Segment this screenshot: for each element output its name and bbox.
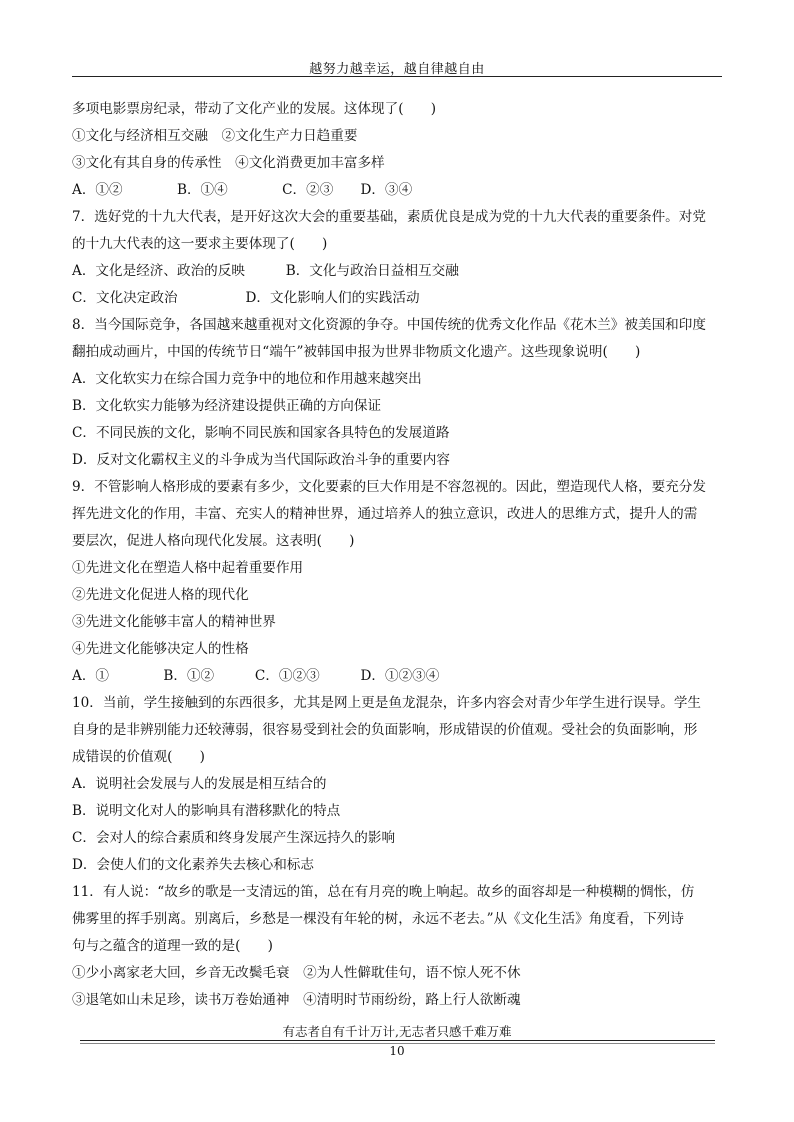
- text-line: 自身的是非辨别能力还较薄弱，很容易受到社会的负面影响，形成错误的价值观。受社会的负面影响，形: [72, 722, 698, 738]
- text-line: 9．不管影响人格形成的要素有多少，文化要素的巨大作用是不容忽视的。因此，塑造现代人格，要充分发: [72, 479, 706, 495]
- text-line: ①先进文化在塑造人格中起着重要作用: [72, 560, 304, 576]
- text-line: 的十九大代表的这一要求主要体现了( ): [72, 236, 328, 252]
- footer-motto: 有志者自有千计万计,无志者只感千难万难: [282, 1024, 512, 1039]
- text-line: 8．当今国际竞争，各国越来越重视对文化资源的争夺。中国传统的优秀文化作品《花木兰》被美国和印度: [72, 317, 706, 333]
- text-line: A．① B．①② C．①②③ D．①②③④: [72, 668, 440, 684]
- text-line: A．文化软实力在综合国力竞争中的地位和作用越来越突出: [72, 371, 422, 387]
- text-line: 成错误的价值观( ): [72, 749, 205, 765]
- footer-divider: [80, 1040, 715, 1041]
- text-line: ④先进文化能够决定人的性格: [72, 641, 249, 657]
- header-motto: 越努力越幸运，越自律越自由: [309, 62, 485, 77]
- text-line: 多项电影票房纪录，带动了文化产业的发展。这体现了( ): [72, 101, 437, 117]
- text-line: ③先进文化能够丰富人的精神世界: [72, 614, 276, 630]
- question-content: [72, 96, 722, 1014]
- text-line: ①少小离家老大回，乡音无改鬓毛衰 ②为人性僻耽佳句，语不惊人死不休: [72, 965, 521, 981]
- text-line: 10．当前，学生接触到的东西很多，尤其是网上更是鱼龙混杂，许多内容会对青少年学生进行误导。学生: [72, 695, 702, 711]
- text-line: C．不同民族的文化，影响不同民族和国家各具特色的发展道路: [72, 425, 450, 441]
- text-line: C．文化决定政治 D．文化影响人们的实践活动: [72, 290, 420, 306]
- header-divider: [72, 76, 722, 77]
- text-line: B．文化软实力能够为经济建设提供正确的方向保证: [72, 398, 382, 414]
- text-line: 翻拍成动画片，中国的传统节日“端午”被韩国申报为世界非物质文化遗产。这些现象说明( ): [72, 344, 641, 360]
- text-line: D．反对文化霸权主义的斗争成为当代国际政治斗争的重要内容: [72, 452, 450, 468]
- text-line: B．说明文化对人的影响具有潜移默化的特点: [72, 803, 341, 819]
- text-line: 挥先进文化的作用，丰富、充实人的精神世界，通过培养人的独立意识，改进人的思维方式，提升人的需: [72, 506, 698, 522]
- text-line: 7．选好党的十九大代表，是开好这次大会的重要基础，素质优良是成为党的十九大代表的重要条件。对党: [72, 209, 706, 225]
- text-line: D．会使人们的文化素养失去核心和标志: [72, 857, 314, 873]
- text-line: 佛雾里的挥手别离。别离后，乡愁是一棵没有年轮的树，永远不老去。”从《文化生活》角度看，下列诗: [72, 911, 684, 927]
- text-line: 11．有人说：“故乡的歌是一支清远的笛，总在有月亮的晚上响起。故乡的面容却是一种模糊的惆怅，仿: [72, 884, 695, 900]
- text-line: ③文化有其自身的传承性 ④文化消费更加丰富多样: [72, 155, 385, 171]
- text-line: 要层次，促进人格向现代化发展。这表明( ): [72, 533, 355, 549]
- text-line: ①文化与经济相互交融 ②文化生产力日趋重要: [72, 128, 358, 144]
- text-line: A．说明社会发展与人的发展是相互结合的: [72, 776, 327, 792]
- text-line: C．会对人的综合素质和终身发展产生深远持久的影响: [72, 830, 396, 846]
- page-number: 10: [389, 1044, 405, 1058]
- text-line: A．文化是经济、政治的反映 B．文化与政治日益相互交融: [72, 263, 459, 279]
- text-line: 句与之蕴含的道理一致的是( ): [72, 938, 273, 954]
- text-line: ②先进文化促进人格的现代化: [72, 587, 249, 603]
- text-line: A．①② B．①④ C．②③ D．③④: [72, 182, 413, 198]
- text-line: ③退笔如山未足珍，读书万卷始通神 ④清明时节雨纷纷，路上行人欲断魂: [72, 992, 521, 1008]
